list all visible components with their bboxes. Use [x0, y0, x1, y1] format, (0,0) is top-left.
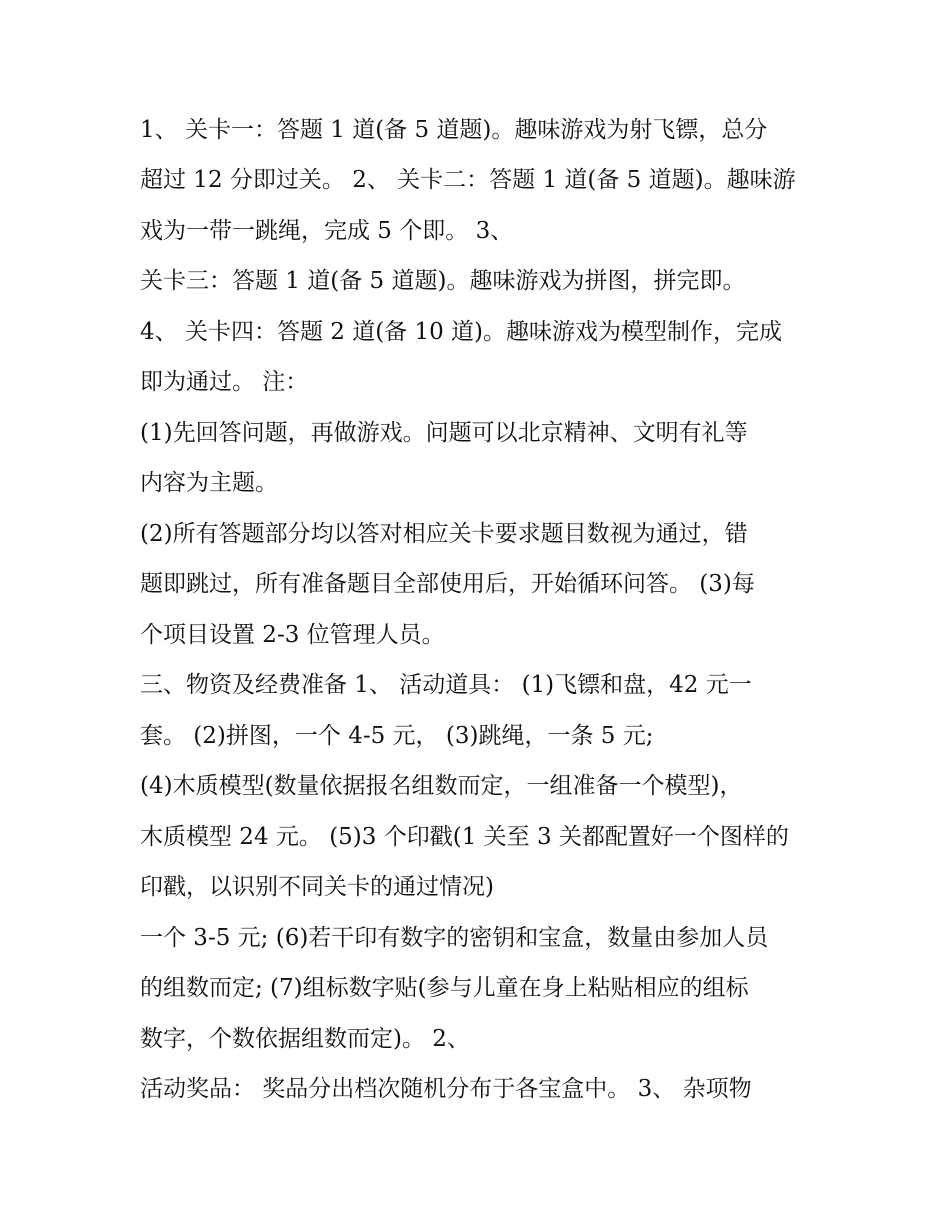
text-line: 4、 关卡四：答题 2 道(备 10 道)。趣味游戏为模型制作，完成 [140, 319, 783, 345]
text-line: 木质模型 24 元。 (5)3 个印戳(1 关至 3 关都配置好一个图样的 [140, 824, 789, 850]
text-line: 即为通过。 注： [140, 369, 309, 395]
text-line: 题即跳过，所有准备题目全部使用后，开始循环问答。 (3)每 [140, 571, 755, 597]
text-line: 的组数而定; (7)组标数字贴(参与儿童在身上粘贴相应的组标 [140, 975, 749, 1001]
text-line: 一个 3-5 元; (6)若干印有数字的密钥和宝盒，数量由参加人员 [140, 925, 769, 951]
text-line: (4)木质模型(数量依据报名组数而定，一组准备一个模型)， [140, 773, 743, 799]
text-line: (2)所有答题部分均以答对相应关卡要求题目数视为通过，错 [140, 521, 748, 547]
text-line: 套。 (2)拼图，一个 4-5 元， (3)跳绳，一条 5 元; [140, 723, 654, 749]
text-line: 活动奖品： 奖品分出档次随机分布于各宝盒中。 3、 杂项物 [140, 1076, 752, 1102]
text-line: 关卡三：答题 1 道(备 5 道题)。趣味游戏为拼图，拼完即。 [140, 268, 746, 294]
text-line: 印戳，以识别不同关卡的通过情况) [140, 874, 494, 900]
text-line: 个项目设置 2-3 位管理人员。 [140, 622, 445, 648]
text-line: 数字，个数依据组数而定)。 2、 [140, 1026, 470, 1052]
text-line: (1)先回答问题，再做游戏。问题可以北京精神、文明有礼等 [140, 420, 748, 446]
text-line: 三、物资及经费准备 1、 活动道具： (1)飞镖和盘，42 元一 [140, 672, 752, 698]
text-line: 戏为一带一跳绳，完成 5 个即。 3、 [140, 218, 514, 244]
text-line: 超过 12 分即过关。 2、 关卡二：答题 1 道(备 5 道题)。趣味游 [140, 167, 796, 193]
text-line: 内容为主题。 [140, 470, 278, 496]
text-line: 1、 关卡一：答题 1 道(备 5 道题)。趣味游戏为射飞镖，总分 [140, 117, 768, 143]
